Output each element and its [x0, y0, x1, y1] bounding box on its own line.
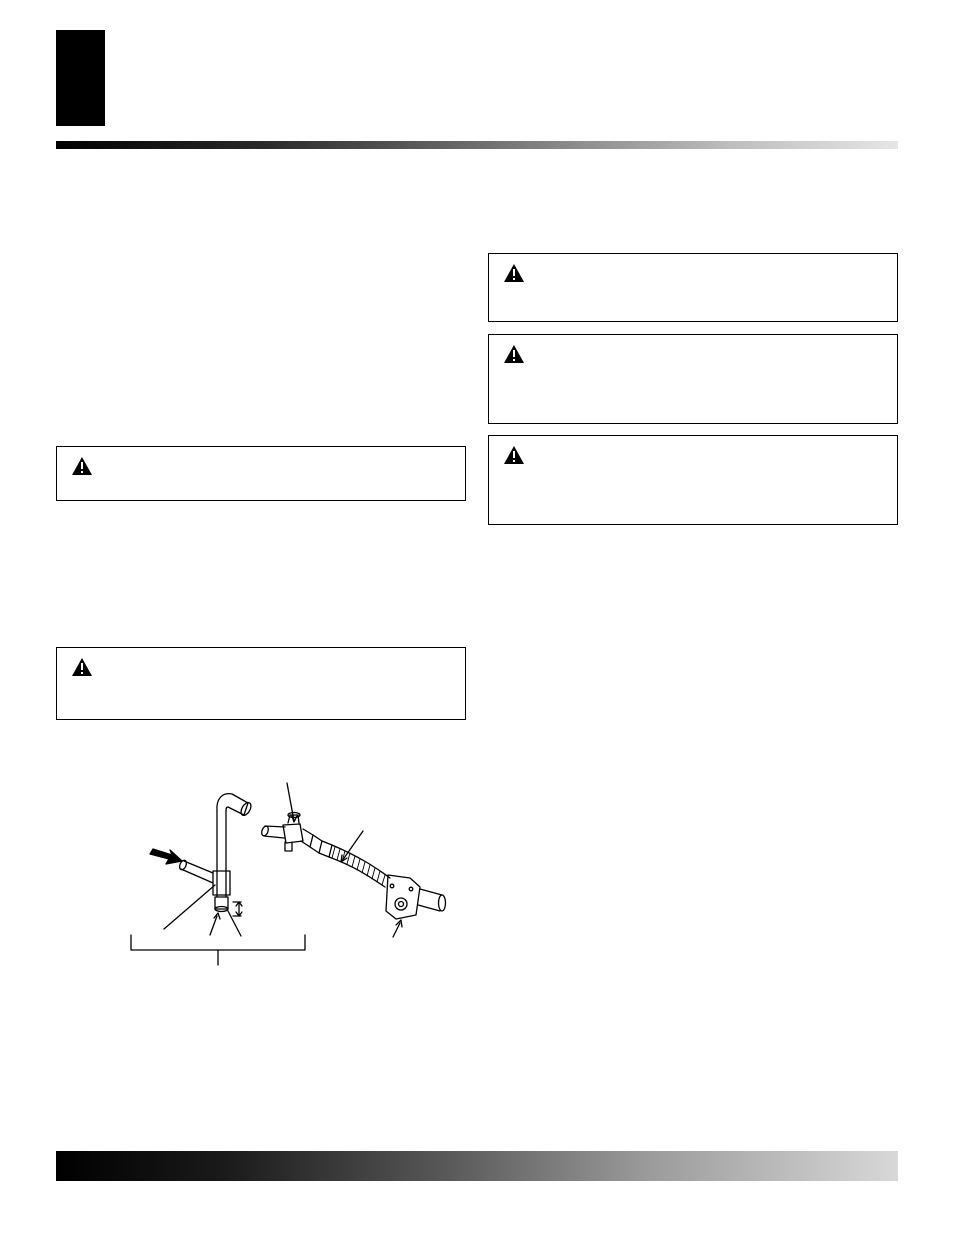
warning-box-3 — [488, 253, 898, 322]
warning-triangle-icon — [71, 456, 93, 476]
warning-triangle-icon — [503, 263, 525, 283]
section-tab-block — [56, 30, 105, 126]
footer-gradient-rule — [56, 1151, 898, 1181]
warning-triangle-icon — [503, 344, 525, 364]
warning-triangle-icon — [503, 445, 525, 465]
warning-box-5 — [488, 435, 898, 525]
warning-box-4 — [488, 334, 898, 424]
warning-box-1 — [56, 446, 466, 501]
warning-box-2 — [56, 647, 466, 720]
warning-triangle-icon — [71, 657, 93, 677]
gas-line-connection-illustration — [120, 775, 460, 970]
header-gradient-rule — [56, 141, 898, 149]
